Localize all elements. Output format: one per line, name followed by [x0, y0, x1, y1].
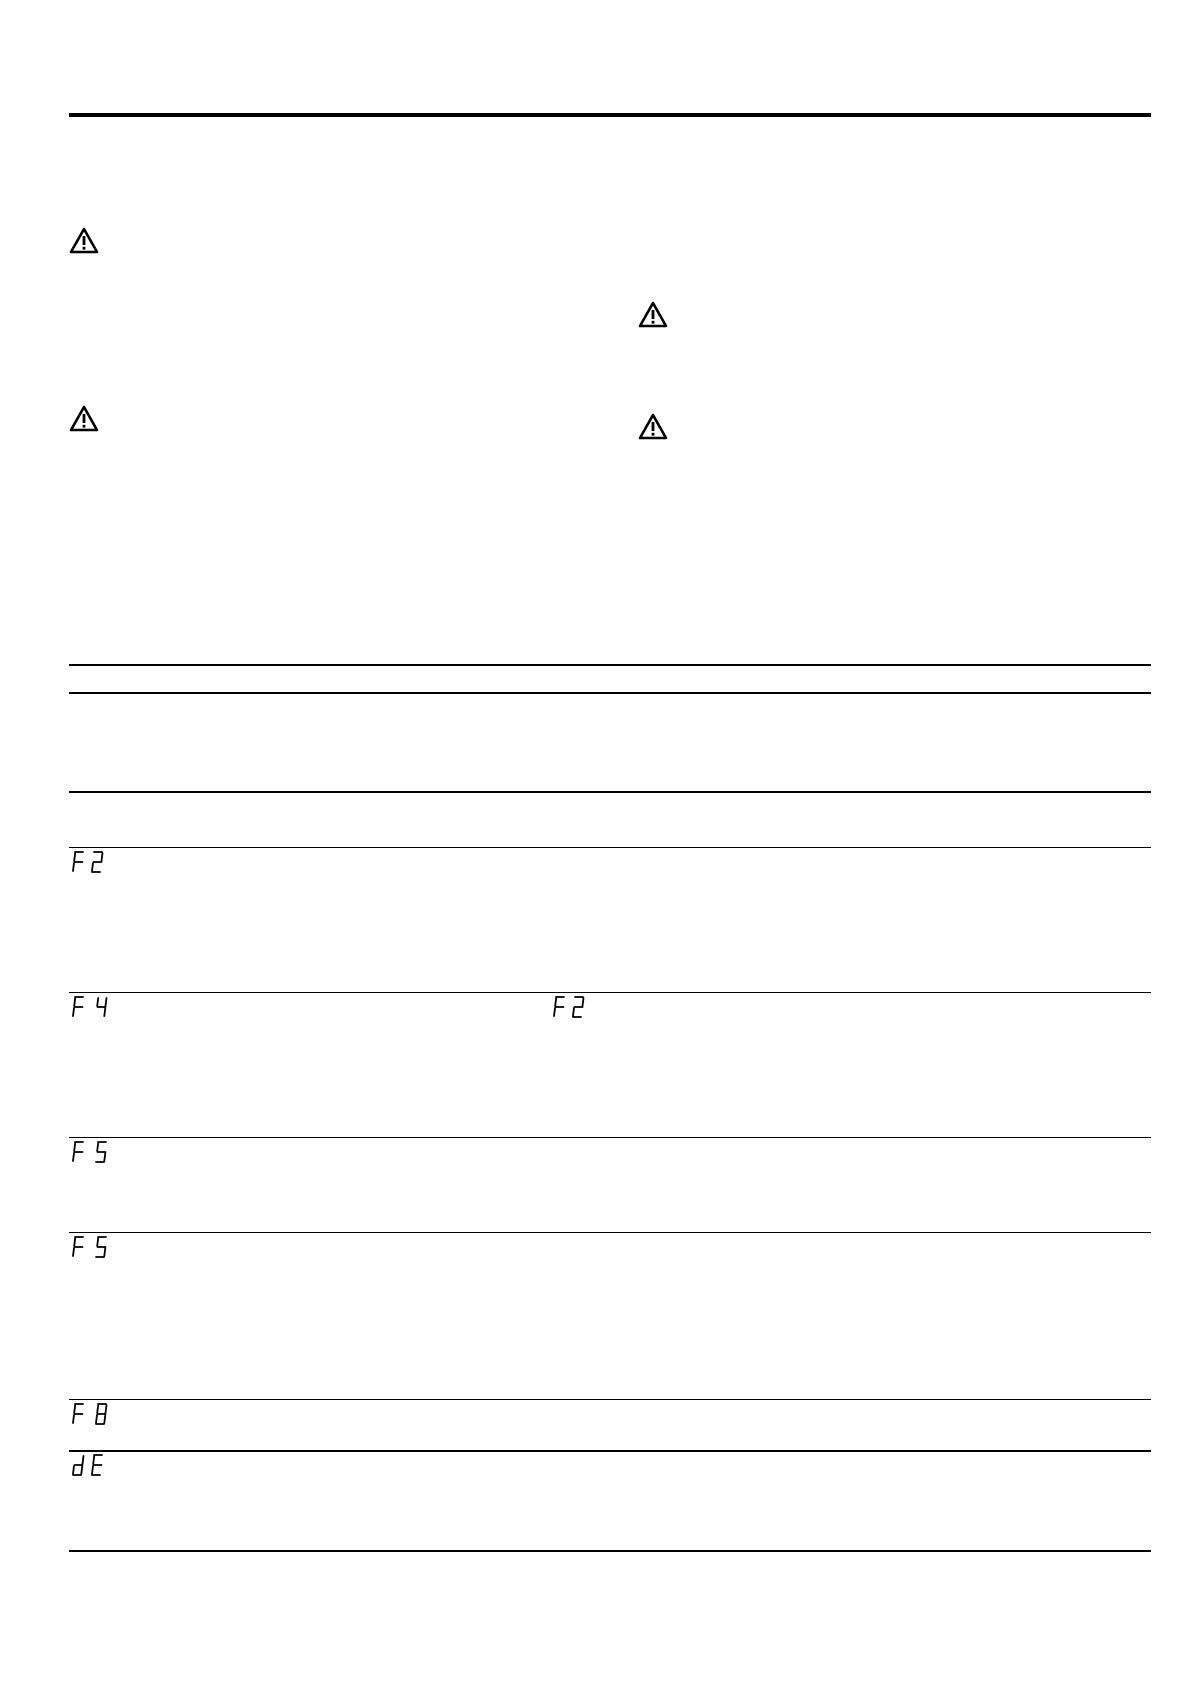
segment-glyph [90, 851, 104, 873]
error-code [71, 1403, 113, 1427]
segment-glyph [71, 1141, 85, 1163]
table-row-divider [69, 1137, 1151, 1138]
segment-glyph [71, 996, 85, 1018]
segment-glyph [71, 1236, 85, 1258]
table-row-divider [69, 847, 1151, 848]
segment-glyph [94, 996, 108, 1018]
header-rule [69, 113, 1151, 117]
warning-icon [69, 405, 99, 432]
table-row-divider [69, 1232, 1151, 1233]
table-row-divider [69, 992, 1151, 993]
error-code [71, 1236, 113, 1260]
warning-icon [638, 413, 668, 440]
segment-glyph [94, 1236, 108, 1258]
remedy-code [552, 996, 590, 1020]
segment-glyph [71, 851, 85, 873]
segment-glyph [552, 996, 566, 1018]
warning-icon [69, 227, 99, 254]
segment-glyph [94, 1141, 108, 1163]
segment-glyph [71, 1403, 85, 1425]
error-code [71, 851, 109, 875]
warning-icon [638, 301, 668, 328]
error-code [71, 1141, 113, 1165]
segment-glyph [571, 996, 585, 1018]
table-row-divider [69, 791, 1151, 793]
table-row-divider [69, 1399, 1151, 1400]
segment-glyph [90, 1454, 104, 1476]
error-code [71, 1454, 109, 1478]
table-row-divider [69, 1450, 1151, 1452]
table-bottom-rule [69, 1550, 1151, 1552]
segment-glyph [94, 1403, 108, 1425]
error-code [71, 996, 113, 1020]
segment-glyph [71, 1454, 85, 1476]
table-header-rule [69, 692, 1151, 694]
table-top-rule [69, 664, 1151, 666]
